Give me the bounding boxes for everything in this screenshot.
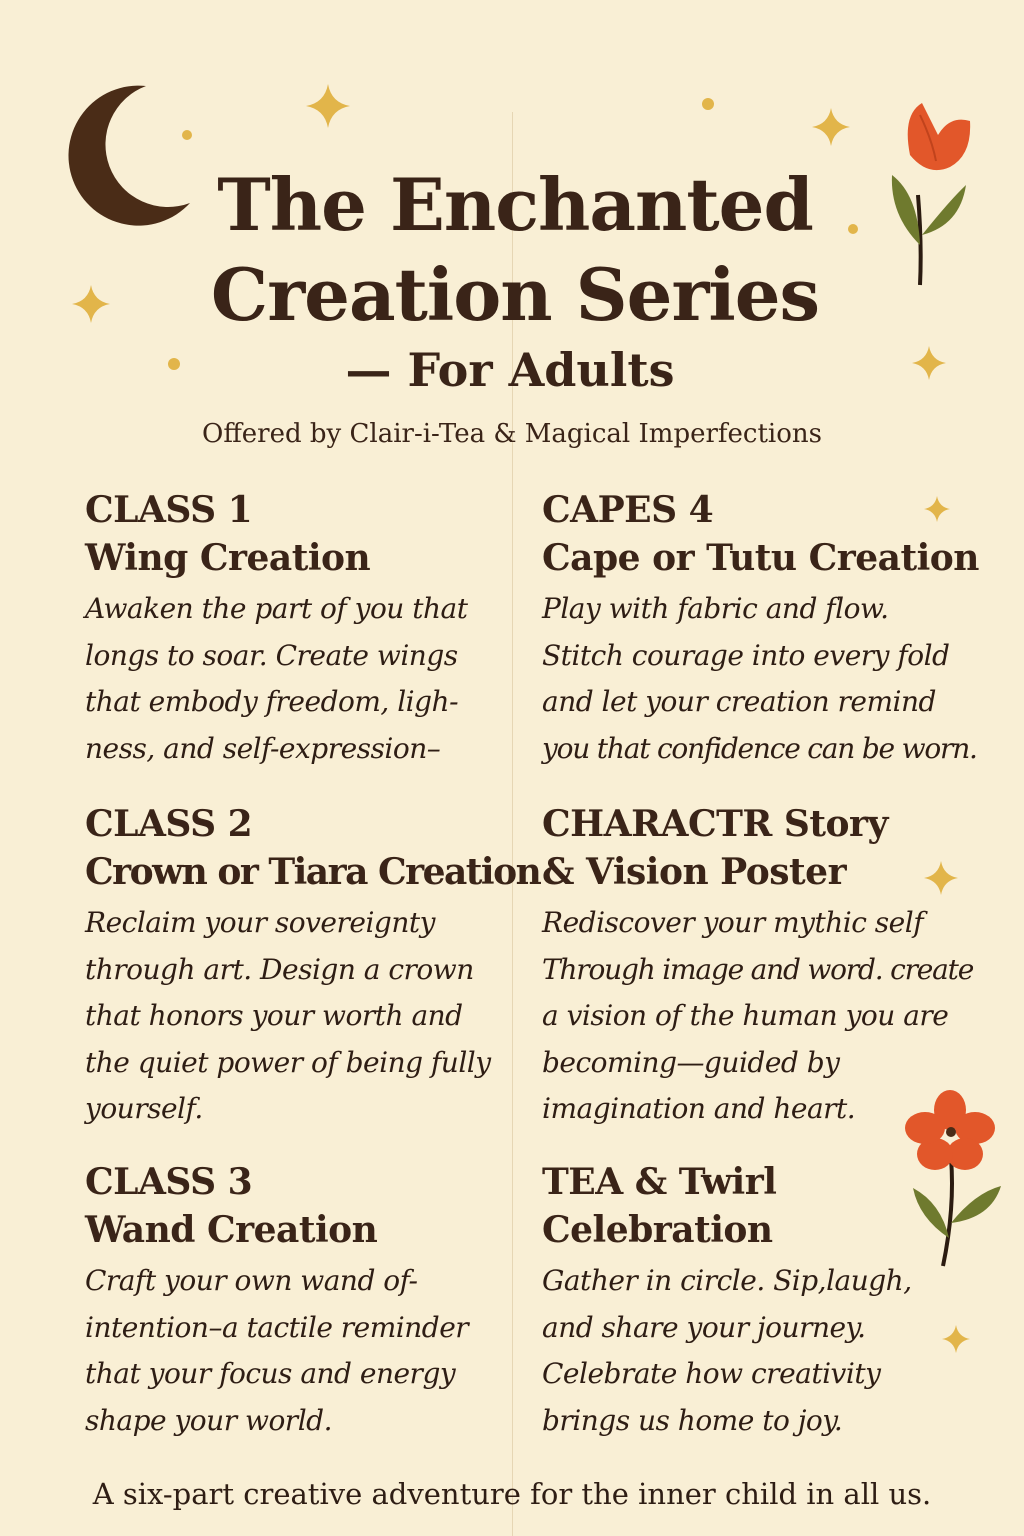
class-label: CLASS 1 xyxy=(85,489,253,531)
class-label: CLASS 3 xyxy=(85,1161,253,1203)
class-description xyxy=(85,586,525,772)
desc-line: intention–a tactile reminder xyxy=(85,1310,469,1344)
desc-line: through art. Design a crown xyxy=(85,952,474,986)
footer-tagline: A six-part creative adventure for the inner child in all us. xyxy=(92,1477,932,1511)
class-name: Crown or Tiara Creation xyxy=(85,851,541,893)
desc-line: imagination and heart. xyxy=(542,1092,856,1125)
sparkle-dot xyxy=(168,358,180,370)
class-label: CAPES 4 xyxy=(542,489,714,531)
class-card-2 xyxy=(85,800,541,1133)
class-label: CLASS 2 xyxy=(85,803,253,845)
desc-line: that your focus and energy xyxy=(85,1357,456,1390)
desc-line: longs to soar. Create wings xyxy=(85,638,458,672)
class-description xyxy=(542,586,982,772)
class-name: Cape or Tutu Creation xyxy=(542,537,979,579)
desc-line: Celebrate how creativity xyxy=(542,1357,881,1390)
class-card-1 xyxy=(85,486,525,772)
desc-line: Through image and word. create xyxy=(542,952,974,986)
sparkle-dot xyxy=(182,130,192,140)
desc-line: becoming—guided by xyxy=(542,1045,840,1079)
crescent-moon-icon xyxy=(58,78,193,228)
desc-line: brings us home to joy. xyxy=(542,1403,843,1437)
tulip-flower-icon xyxy=(880,95,980,290)
desc-line: Stitch courage into every fold xyxy=(542,638,950,672)
class-name: Wing Creation xyxy=(85,537,371,579)
desc-line: and share your journey. xyxy=(542,1310,866,1344)
title-line-1: The Enchanted xyxy=(217,162,813,247)
desc-line: the quiet power of being fully xyxy=(85,1045,491,1079)
class-label: CHARACTR Story xyxy=(542,803,888,845)
class-description xyxy=(85,1258,525,1444)
desc-line: you that confidence can be worn. xyxy=(542,731,977,765)
class-description xyxy=(542,900,982,1133)
class-card-4 xyxy=(542,486,982,772)
class-description xyxy=(542,1258,982,1444)
sparkle-dot xyxy=(702,98,714,110)
desc-line: ness, and self-expression– xyxy=(85,731,441,765)
title-line-2: Creation Series xyxy=(210,252,820,337)
class-card-3 xyxy=(85,1158,525,1444)
sparkle-icon xyxy=(306,82,350,130)
desc-line: Rediscover your mythic self xyxy=(542,906,924,939)
desc-line: that embody freedom, ligh- xyxy=(85,685,459,718)
sparkle-icon xyxy=(72,284,110,324)
class-name: Celebration xyxy=(542,1209,773,1251)
offered-by: Offered by Clair-i-Tea & Magical Imperfections xyxy=(202,419,822,449)
class-card-5 xyxy=(542,800,982,1133)
sparkle-icon xyxy=(812,108,850,146)
desc-line: and let your creation remind xyxy=(542,685,936,718)
desc-line: that honors your worth and xyxy=(85,999,463,1032)
desc-line: Awaken the part of you that xyxy=(85,592,468,625)
desc-line: yourself. xyxy=(85,1092,203,1125)
desc-line: a vision of the human you are xyxy=(542,999,949,1032)
desc-line: Reclaim your sovereignty xyxy=(85,906,435,939)
desc-line: Gather in circle. Sip,laugh, xyxy=(542,1264,912,1297)
subtitle: — For Adults xyxy=(345,343,675,397)
sparkle-icon xyxy=(912,345,946,381)
desc-line: shape your world. xyxy=(85,1403,332,1437)
desc-line: Craft your own wand of- xyxy=(85,1264,418,1297)
class-description xyxy=(85,900,525,1133)
class-name: & Vision Poster xyxy=(542,851,847,893)
class-label: TEA & Twirl xyxy=(542,1161,777,1203)
page-title xyxy=(180,160,850,340)
class-card-6 xyxy=(542,1158,982,1444)
desc-line: Play with fabric and flow. xyxy=(542,592,889,625)
class-name: Wand Creation xyxy=(85,1209,378,1251)
